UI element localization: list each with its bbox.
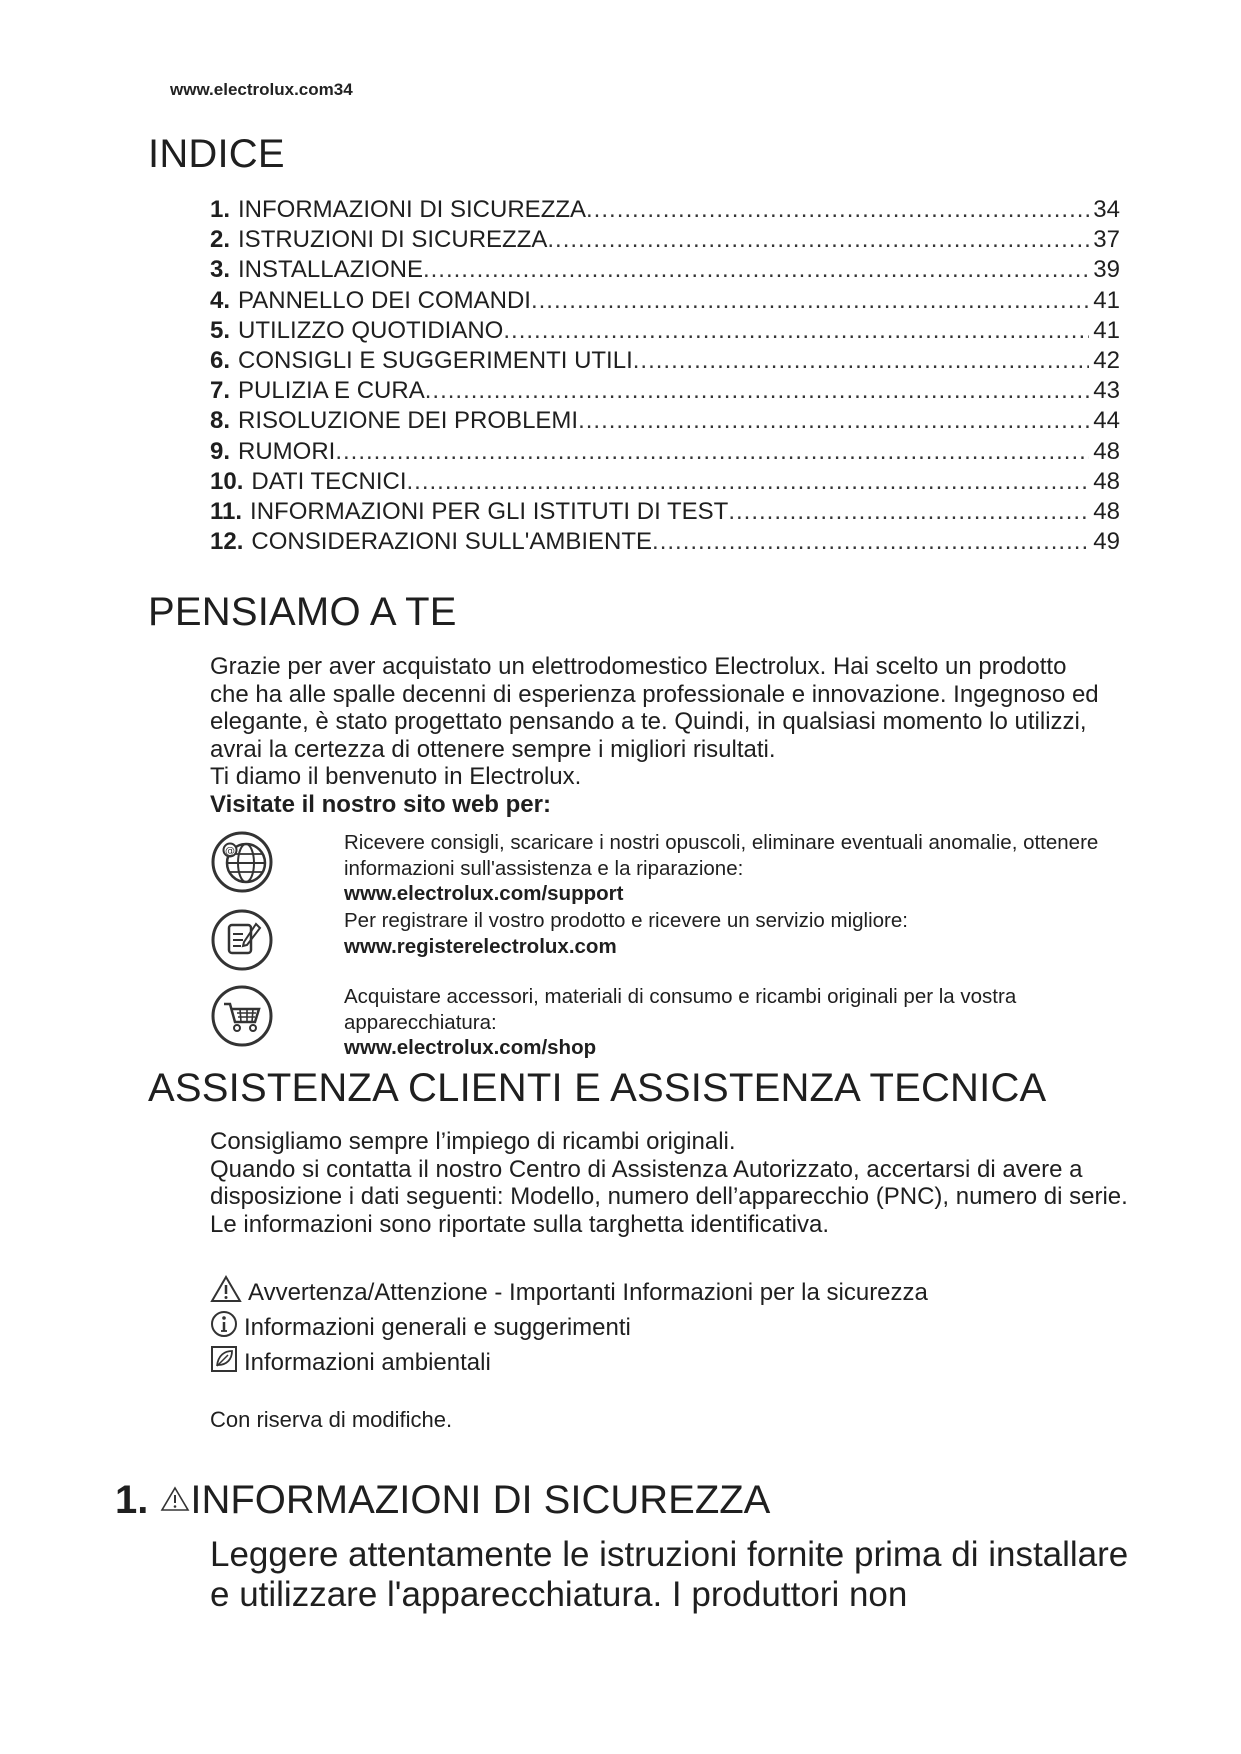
toc-leader [423, 256, 1089, 284]
support-line-1: Consigliamo sempre l’impiego di ricambi originali. [210, 1128, 736, 1155]
legend-environment [210, 1345, 491, 1380]
section-1-number: 1. [115, 1478, 149, 1522]
leaf-icon [210, 1345, 244, 1380]
toc-item-page: 48 [1093, 467, 1120, 495]
support-title: ASSISTENZA CLIENTI E ASSISTENZA TECNICA [148, 1066, 1047, 1110]
toc-item-page: 39 [1093, 256, 1120, 284]
toc-item-page: 41 [1093, 316, 1120, 344]
toc-item-num: 5. [210, 316, 231, 344]
toc-leader [407, 468, 1090, 496]
toc-item-num: 7. [210, 377, 231, 405]
toc-item-10[interactable] [210, 468, 1120, 498]
toc-item-label: UTILIZZO QUOTIDIANO [238, 316, 504, 344]
modification-note: Con riserva di modifiche. [210, 1407, 453, 1432]
toc-item-label: CONSIGLI E SUGGERIMENTI UTILI [238, 346, 633, 374]
toc-item-num: 3. [210, 256, 231, 284]
info-icon [210, 1310, 244, 1345]
shop-link-url[interactable]: www.electrolux.com/shop [344, 1036, 597, 1059]
toc-leader [503, 317, 1089, 345]
toc-item-num: 6. [210, 346, 231, 374]
legend-environment-label: Informazioni ambientali [244, 1348, 491, 1376]
toc-item-num: 2. [210, 226, 231, 254]
toc-item-5[interactable] [210, 317, 1120, 347]
section-1-lead: Leggere attentamente le istruzioni fornite prima di installare e utilizzare l'apparecchiatura. I produttori non [210, 1535, 1129, 1614]
toc-item-4[interactable] [210, 287, 1120, 317]
toc-item-12[interactable] [210, 528, 1120, 558]
toc-item-label: CONSIDERAZIONI SULL'AMBIENTE [251, 528, 653, 556]
warning-icon [160, 1478, 190, 1523]
intro-paragraph [210, 653, 1110, 818]
intro-text: Grazie per aver acquistato un elettrodomestico Electrolux. Hai scelto un prodotto che ha alle spalle decenni di esperienza professionale e innovazione. Ingegnoso ed elegante, è stato progettato pensando a te. Quindi, in qualsiasi momento lo utilizzi, avrai la certezza di ottenere sempre i migliori risultati. [210, 653, 1099, 763]
toc-item-label: PANNELLO DEI COMANDI [238, 286, 531, 314]
toc-item-3[interactable] [210, 256, 1120, 286]
legend-warning-label: Avvertenza/Attenzione - Importanti Informazioni per la sicurezza [248, 1278, 928, 1306]
toc-item-num: 4. [210, 286, 231, 314]
toc-item-label: INSTALLAZIONE [238, 256, 423, 284]
toc-leader [578, 407, 1089, 435]
toc-leader [633, 347, 1090, 375]
toc-item-num: 11. [210, 497, 243, 525]
toc-title: INDICE [148, 132, 285, 176]
toc-item-page: 49 [1093, 528, 1120, 556]
toc-item-page: 48 [1093, 437, 1120, 465]
svg-text:@: @ [225, 846, 235, 857]
toc-item-num: 12. [210, 528, 244, 556]
toc-item-6[interactable] [210, 347, 1120, 377]
welcome-text: Ti diamo il benvenuto in Electrolux. [210, 763, 582, 790]
toc-item-9[interactable] [210, 438, 1120, 468]
support-line-2: Quando si contatta il nostro Centro di Assistenza Autorizzato, accertarsi di avere a disposizione i dati seguenti: Modello, numero dell’apparecchio (PNC), numero di serie. [210, 1155, 1128, 1210]
header-url: www.electrolux.com34 [170, 80, 353, 99]
toc-item-1[interactable] [210, 196, 1120, 226]
toc-item-label: ISTRUZIONI DI SICUREZZA [238, 226, 548, 254]
toc-item-page: 44 [1093, 407, 1120, 435]
toc-item-num: 10. [210, 467, 244, 495]
toc-item-11[interactable] [210, 498, 1120, 528]
legend-warning [210, 1275, 928, 1310]
toc-item-8[interactable] [210, 407, 1120, 437]
globe-icon [210, 830, 274, 894]
toc-item-label: RISOLUZIONE DEI PROBLEMI [238, 407, 579, 435]
toc-item-label: INFORMAZIONI DI SICUREZZA [238, 196, 587, 223]
shop-link-text: Acquistare accessori, materiali di consumo e ricambi originali per la vostra apparecchiatura: [344, 985, 1017, 1034]
toc-item-page: 48 [1093, 497, 1120, 525]
support-link-url[interactable]: www.electrolux.com/support [344, 882, 624, 905]
legend-info-label: Informazioni generali e suggerimenti [244, 1313, 631, 1341]
toc-item-page: 37 [1093, 226, 1120, 254]
visit-label: Visitate il nostro sito web per: [210, 790, 551, 818]
toc-item-7[interactable] [210, 377, 1120, 407]
support-link-text: Ricevere consigli, scaricare i nostri opuscoli, eliminare eventuali anomalie, ottenere informazioni sull'assistenza e la riparazione: [344, 831, 1099, 880]
toc-item-num: 8. [210, 407, 231, 435]
toc-item-page: 34 [1093, 196, 1120, 223]
toc-leader [547, 226, 1089, 254]
toc-item-page: 42 [1093, 346, 1120, 374]
register-link-text: Per registrare il vostro prodotto e ricevere un servizio migliore: [344, 909, 908, 932]
toc-leader [425, 377, 1090, 405]
table-of-contents [210, 196, 1120, 558]
toc-leader [652, 528, 1089, 556]
support-paragraph [210, 1128, 1150, 1238]
toc-item-label: DATI TECNICI [251, 467, 407, 495]
toc-leader [531, 287, 1089, 315]
toc-item-page: 43 [1093, 377, 1120, 405]
cart-icon [210, 984, 274, 1048]
section-1-heading [115, 1478, 770, 1523]
support-line-3: Le informazioni sono riportate sulla targhetta identificativa. [210, 1210, 830, 1238]
toc-leader [335, 438, 1089, 466]
thinking-title: PENSIAMO A TE [148, 590, 457, 634]
toc-item-num: 1. [210, 196, 231, 223]
register-link-url[interactable]: www.registerelectrolux.com [344, 934, 617, 958]
toc-item-page: 41 [1093, 286, 1120, 314]
register-icon [210, 908, 274, 972]
section-1-title: INFORMAZIONI DI SICUREZZA [190, 1478, 771, 1522]
warning-icon [210, 1275, 248, 1310]
toc-item-2[interactable] [210, 226, 1120, 256]
legend-info [210, 1310, 631, 1345]
toc-item-label: INFORMAZIONI PER GLI ISTITUTI DI TEST [250, 497, 729, 525]
toc-leader [586, 196, 1089, 224]
toc-item-label: RUMORI [238, 437, 336, 465]
toc-leader [728, 498, 1089, 526]
toc-item-num: 9. [210, 437, 231, 465]
toc-item-label: PULIZIA E CURA [238, 377, 425, 405]
